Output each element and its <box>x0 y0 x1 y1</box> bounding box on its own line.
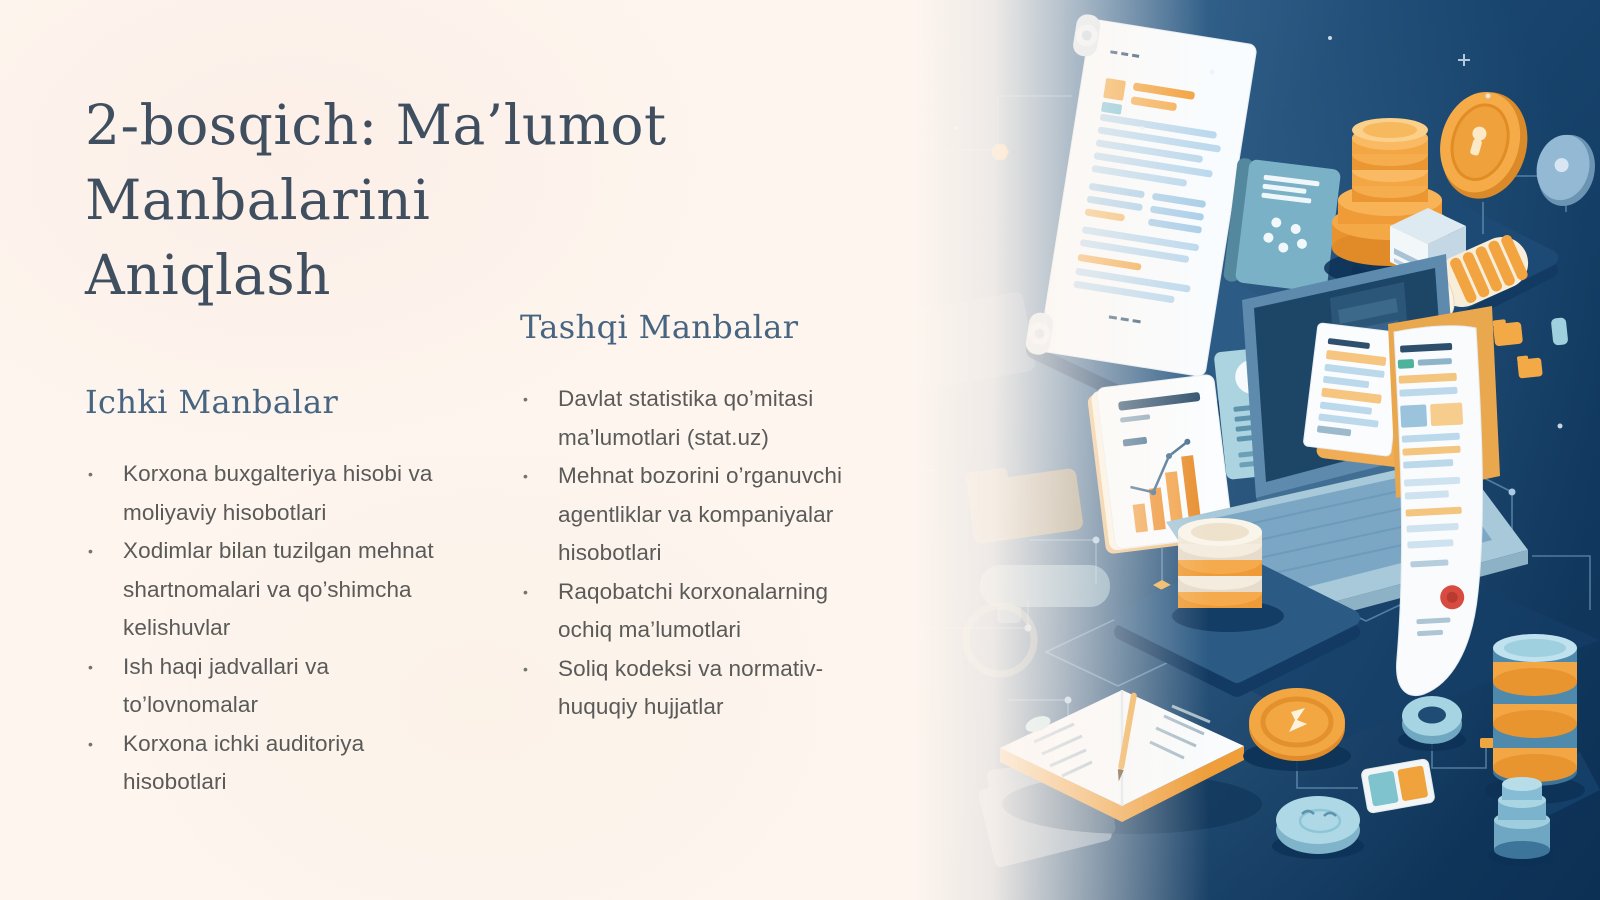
section-heading: Tashqi Manbalar <box>520 308 799 346</box>
bullet-icon: • <box>523 391 529 407</box>
title-line: 2-bosqich: Ma’lumot <box>85 93 667 157</box>
list-item <box>85 648 453 725</box>
list-item <box>520 457 888 573</box>
section-tashqi-manbalar <box>520 308 892 727</box>
bullet-list <box>520 380 888 727</box>
bullet-icon: • <box>523 583 529 600</box>
bullet-icon: • <box>88 543 94 559</box>
list-item-text: Soliq kodeksi va normativ-huquqiy hujjatlar <box>558 655 824 719</box>
list-item-text: Korxona buxgalteriya hisobi va moliyaviy hisobotlari <box>123 461 433 525</box>
list-item-text: Raqobatchi korxonalarning ochiq ma’lumotlari <box>558 578 829 642</box>
list-item <box>520 573 888 650</box>
bullet-icon: • <box>88 735 94 752</box>
bullet-list <box>85 455 453 802</box>
list-item-text: Davlat statistika qo’mitasi ma’lumotlari (stat.uz) <box>558 386 814 450</box>
bullet-icon: • <box>88 658 94 675</box>
title-line: Aniqlash <box>85 242 331 307</box>
bullet-icon: • <box>523 468 529 484</box>
list-item-text: Xodimlar bilan tuzilgan mehnat shartnomalari va qo’shimcha kelishuvlar <box>123 538 434 640</box>
section-heading: Ichki Manbalar <box>85 383 339 421</box>
list-item <box>85 532 453 648</box>
page-title <box>85 88 667 312</box>
list-item <box>520 380 888 457</box>
list-item-text: Mehnat bozorini o’rganuvchi agentliklar va kompaniyalar hisobotlari <box>558 463 843 565</box>
list-item <box>85 725 453 802</box>
list-item-text: Ish haqi jadvallari va to’lovnomalar <box>123 653 330 717</box>
list-item <box>85 455 453 532</box>
bullet-icon: • <box>523 660 529 677</box>
list-item <box>520 650 888 727</box>
title-line: Manbalarini <box>85 167 431 232</box>
bullet-icon: • <box>88 466 94 482</box>
list-item-text: Korxona ichki auditoriya hisobotlari <box>123 730 365 794</box>
section-ichki-manbalar <box>85 383 457 802</box>
